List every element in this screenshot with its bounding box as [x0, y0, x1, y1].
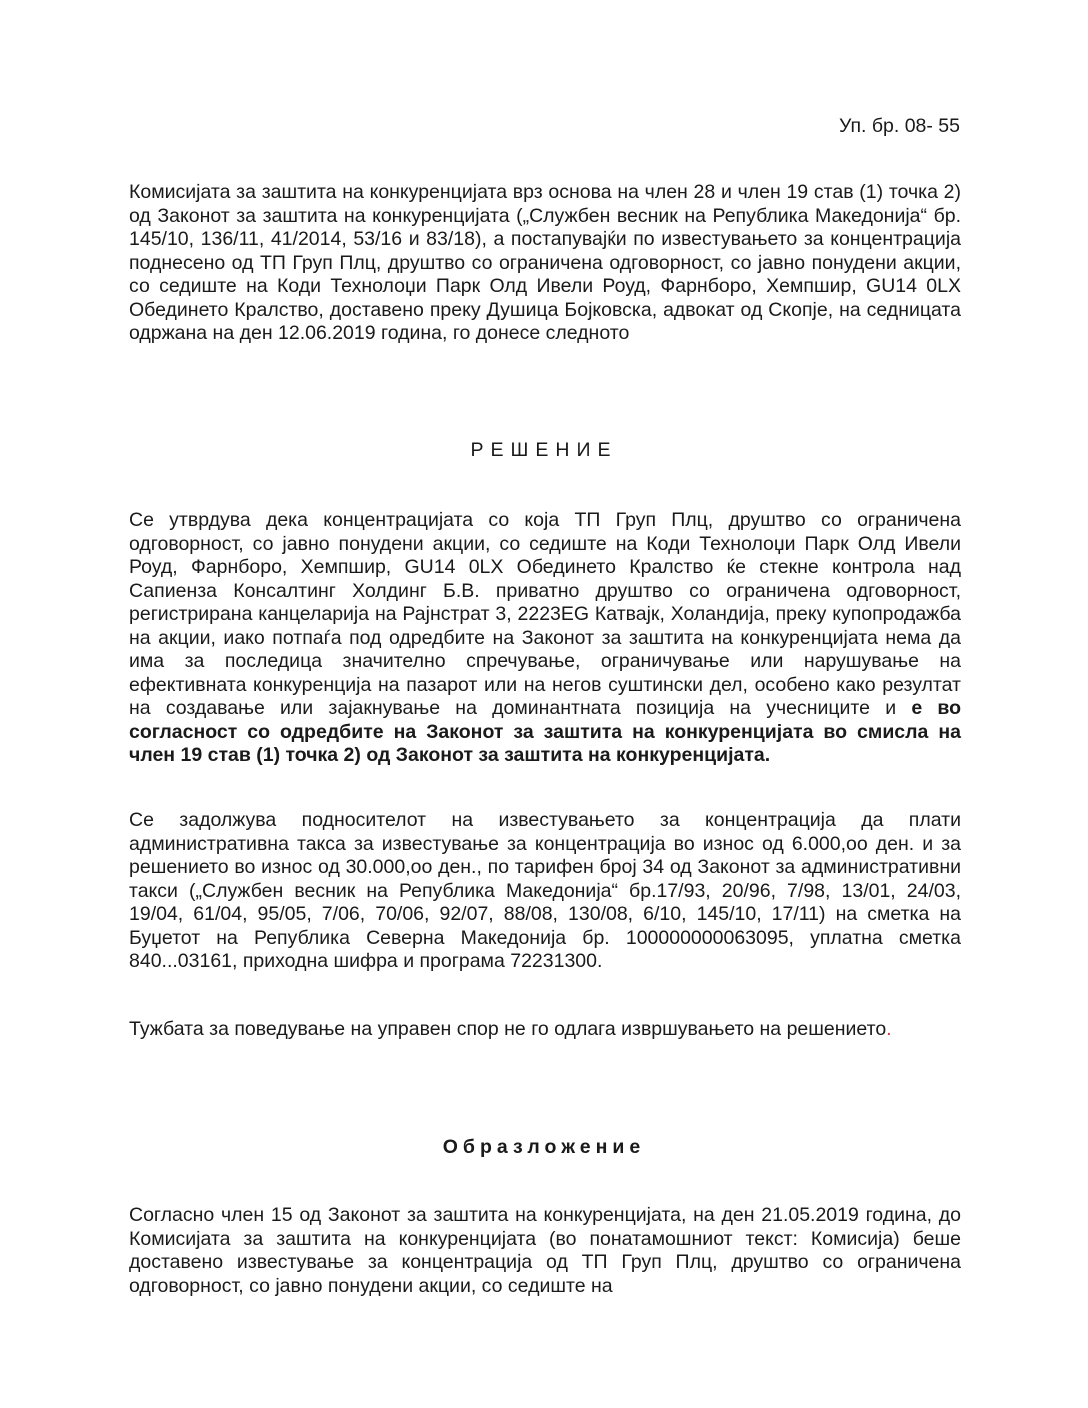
decision-text: Се утврдува дека концентрацијата со која ТП Груп Плц, друштво со ограничена одговорност, со јавно понудени акции, со седиште на Коди Технолоџи Парк Олд Ивели Роуд, Фарнборо, Хемпшир, GU14 0LX Обединето Кралство ќе стекне контрола над Сапиенза Консалтинг Холдинг Б.В. приватно друштво со ограничена одговорност, регистрирана канцеларија на Рајнстрат 3, 2223EG Катвајк, Холандија, преку купопродажба на акции, иако потпаѓа под одредбите на Законот за заштита на конкуренцијата нема да има за последица значително спречување, ограничување или нарушување на ефективната конкуренција на пазарот или на негов суштински дел, особено како резултат на создавање или зајакнување на доминантната позиција на учесниците и — [129, 509, 961, 719]
decision-paragraph — [129, 509, 961, 768]
fee-paragraph: Се задолжува подносителот на известувањето за концентрација да плати административна такса за известување за концентрација во износ од 6.000,оо ден. и за решението во износ од 30.000,оо ден., по тарифен број 34 од Законот за административни такси („Службен весник на Република Македонија“ бр.17/93, 20/96, 7/98, 13/01, 24/03, 19/04, 61/04, 95/05, 7/06, 70/06, 92/07, 88/08, 130/08, 6/10, 145/10, 17/11) на сметка на Буџетот на Република Северна Македонија бр. 100000000063095, уплатна сметка 840...03161, приходна шифра и програма 72231300. — [129, 809, 961, 972]
decision-heading: РЕШЕНИЕ — [470, 439, 618, 461]
lawsuit-paragraph — [129, 1018, 961, 1042]
lawsuit-text: Тужбата за поведување на управен спор не го одлага извршувањето на решението — [129, 1018, 887, 1040]
intro-paragraph: Комисијата за заштита на конкуренцијата врз основа на член 28 и член 19 став (1) точка 2) од Законот за заштита на конкуренцијата („Службен весник на Република Македонија“ бр. 145/10, 136/11, 41/2014, 53/16 и 83/18), а постапувајќи по известувањето за концентрација поднесено од ТП Груп Плц, друштво со ограничена одговорност, со јавно понудени акции, со седиште на Коди Технолоџи Парк Олд Ивели Роуд, Фарнборо, Хемпшир, GU14 0LX Обединето Кралство, доставено преку Душица Бојковска, адвокат од Скопје, на седницата одржана на ден 12.06.2019 година, го донесе следното — [129, 181, 961, 344]
reference-number: Уп. бр. 08- 55 — [838, 115, 960, 137]
reasoning-heading: Образложение — [442, 1136, 646, 1158]
reasoning-paragraph: Согласно член 15 од Законот за заштита на конкуренцијата, на ден 21.05.2019 година, до Комисијата за заштита на конкуренцијата (во понатамошниот текст: Комисија) беше доставено известување за концентрација од ТП Груп Плц, друштво со ограничена одговорност, со јавно понудени акции, со седиште на — [129, 1204, 961, 1297]
decision-bold-text: е во согласност со одредбите на Законот за заштита на конкуренцијата во смисла на член 19 став (1) точка 2) од Законот за заштита на конкуренцијата. — [129, 697, 962, 766]
lawsuit-period: . — [886, 1018, 892, 1040]
